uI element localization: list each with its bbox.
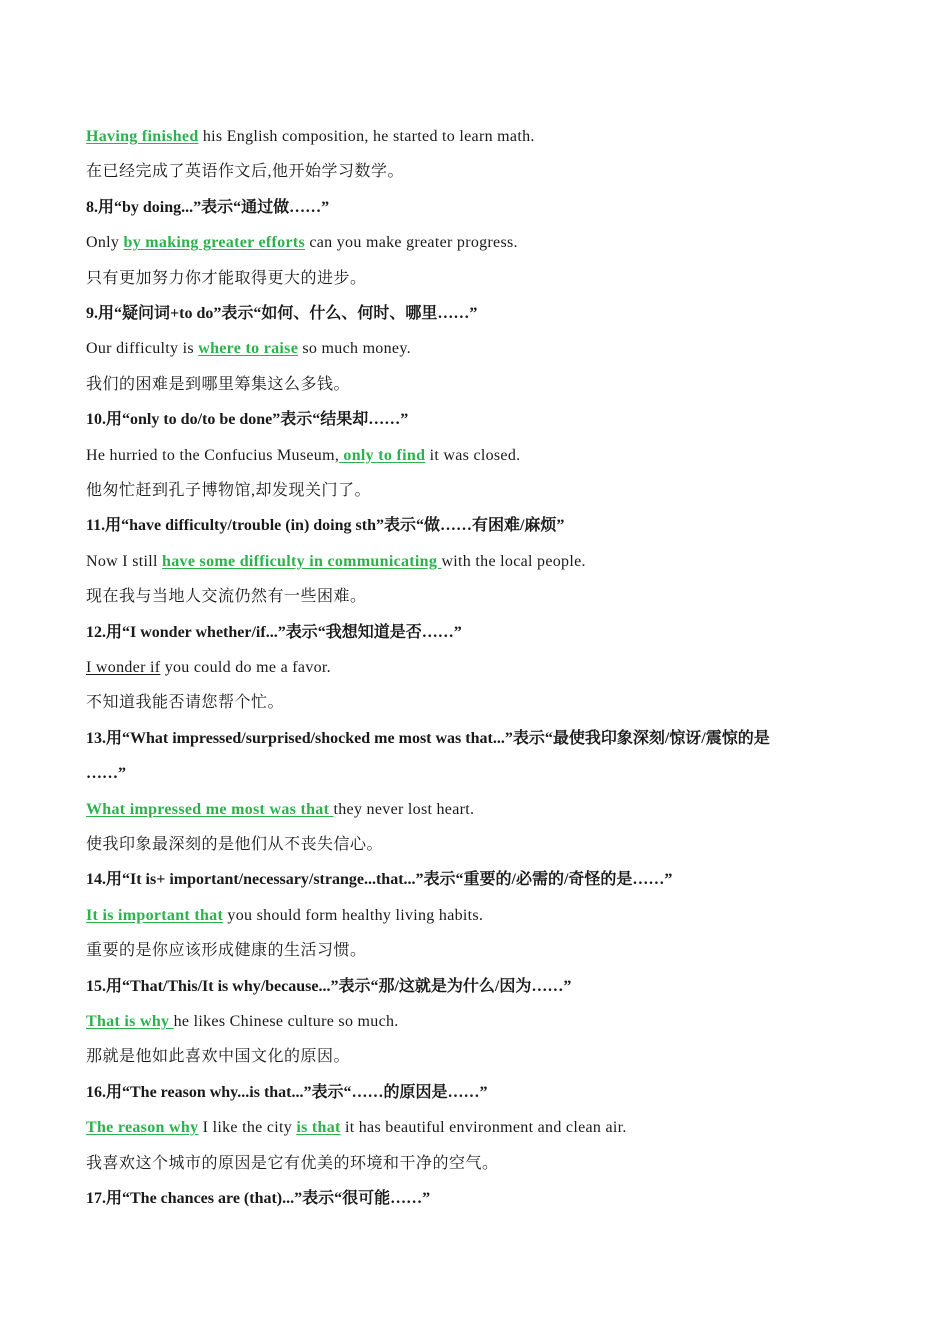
text-run: 我喜欢这个城市的原因是它有优美的环境和干净的空气。 [86,1154,499,1172]
text-run: you should form healthy living habits. [223,906,484,924]
text-run: Our difficulty is [86,340,199,358]
text-run: 使我印象最深刻的是他们从不丧失信心。 [86,836,384,853]
text-run: 9.用“疑问词+to do”表示“如何、什么、何时、哪里……” [86,305,478,322]
text-run: 我们的困难是到哪里筹集这么多钱。 [86,375,351,393]
chinese-translation [86,835,870,855]
english-example [86,446,870,466]
chinese-translation [86,162,870,182]
highlighted-phrase: Having finished [86,128,199,145]
text-run: He hurried to the Confucius Museum, [86,446,340,464]
text-run: I like the city [198,1119,297,1137]
english-example [86,552,870,572]
text-run: his English composition, he started to learn math. [198,128,535,145]
highlighted-phrase: have some difficulty in communicating [162,552,442,570]
text-run: so much money. [298,340,411,358]
english-example [86,127,870,147]
text-run: 13.用“What impressed/surprised/shocked me most was that...”表示“最使我印象深刻/惊讶/震惊的是 [86,729,770,747]
highlighted-phrase: only to find [339,446,426,464]
section-heading [86,304,870,324]
section-heading [86,198,870,218]
text-run: 他匆忙赶到孔子博物馆,却发现关门了。 [86,482,372,499]
text-run: 16.用“The reason why...is that...”表示“……的原因是……” [86,1083,488,1101]
text-run: 12.用“I wonder whether/if...”表示“我想知道是否……” [86,623,462,641]
chinese-translation [86,1047,870,1067]
text-run: 现在我与当地人交流仍然有一些困难。 [86,588,367,606]
section-heading [86,764,870,784]
text-run: 14.用“It is+ important/necessary/strange...that...”表示“重要的/必需的/奇怪的是……” [86,871,673,889]
text-run: 8.用“by doing...”表示“通过做……” [86,198,330,216]
highlighted-phrase: That is why [86,1013,174,1030]
text-run: ……” [86,765,126,783]
text-run: 不知道我能否请您帮个忙。 [86,694,285,712]
text-run: Now I still [86,552,163,570]
text-run: Only [86,234,124,252]
chinese-translation [86,269,870,289]
chinese-translation [86,375,870,395]
english-example [86,339,870,359]
text-run: 10.用“only to do/to be done”表示“结果却……” [86,411,409,429]
text-run: 11.用“have difficulty/trouble (in) doing sth”表示“做……有困难/麻烦” [86,517,565,535]
chinese-translation [86,1154,870,1174]
english-example [86,906,870,926]
section-heading [86,516,870,536]
chinese-translation [86,941,870,961]
text-run: you could do me a favor. [160,659,331,676]
english-example [86,1118,870,1138]
text-run: it has beautiful environment and clean air. [340,1119,627,1137]
english-example [86,233,870,253]
highlighted-phrase: The reason why [86,1119,199,1137]
english-example [86,800,870,820]
section-heading [86,410,870,430]
text-run: 只有更加努力你才能取得更大的进步。 [86,269,367,287]
highlighted-phrase: It is important that [86,906,224,924]
highlighted-phrase: is that [296,1119,341,1137]
text-run: 重要的是你应该形成健康的生活习惯。 [86,942,367,960]
english-example [86,1012,870,1032]
chinese-translation [86,481,870,501]
text-run: they never lost heart. [333,800,475,818]
section-heading [86,977,870,997]
text-run: 在已经完成了英语作文后,他开始学习数学。 [86,163,405,181]
section-heading [86,623,870,643]
english-example [86,658,870,678]
section-heading [86,1083,870,1103]
text-run: can you make greater progress. [305,234,518,252]
highlighted-phrase: by making greater efforts [123,234,306,252]
section-heading [86,729,870,749]
highlighted-phrase: where to raise [198,340,299,358]
section-heading [86,870,870,890]
highlighted-phrase: What impressed me most was that [86,800,334,818]
text-run: with the local people. [441,552,586,570]
chinese-translation [86,693,870,713]
highlighted-phrase: I wonder if [86,659,161,676]
text-run: 那就是他如此喜欢中国文化的原因。 [86,1048,351,1066]
chinese-translation [86,587,870,607]
text-run: it was closed. [425,446,521,464]
text-run: 15.用“That/This/It is why/because...”表示“那/这就是为什么/因为……” [86,977,572,995]
text-run: 17.用“The chances are (that)...”表示“很可能……” [86,1190,431,1207]
section-heading [86,1189,870,1209]
text-run: he likes Chinese culture so much. [173,1013,399,1030]
